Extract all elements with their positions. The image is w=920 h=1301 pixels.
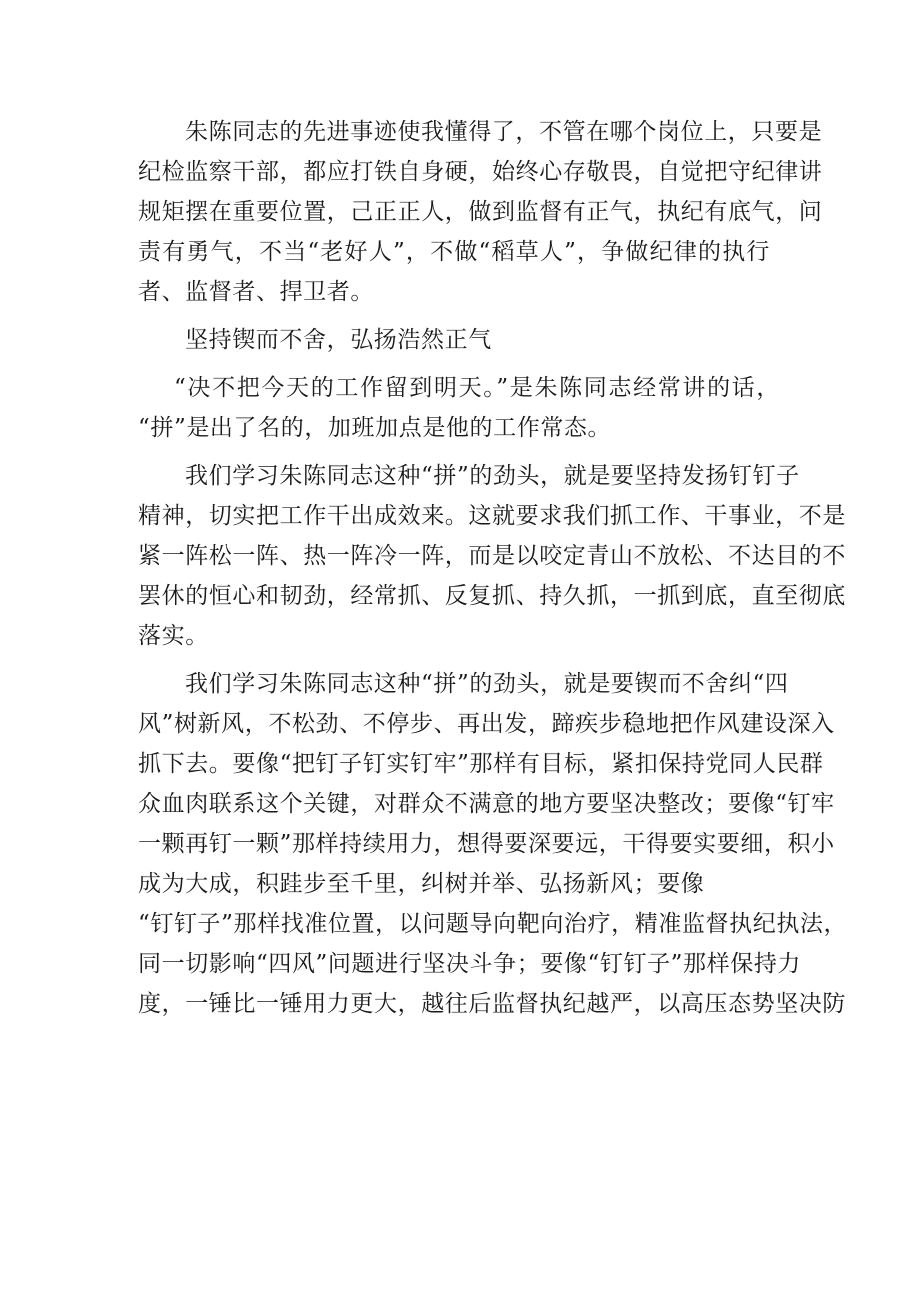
paragraph-line: 朱陈同志的先进事迹使我懂得了，不管在哪个岗位上，只要是 [185,119,823,145]
paragraph-line: 成为大成，积跬步至千里，纠树并举、弘扬新风；要像 [138,871,705,897]
paragraph-line: 者、监督者、捍卫者。 [138,279,374,305]
paragraph-3 [138,456,846,656]
paragraph-line: 罢休的恒心和韧劲，经常抓、反复抓、持久抓，一抓到底，直至彻底 [138,583,846,609]
paragraph-4 [138,664,848,1024]
paragraph-line: 度，一锤比一锤用力更大，越往后监督执纪越严，以高压态势坚决防 [138,991,846,1017]
paragraph-line: 责有勇气，不当“老好人”，不做“稻草人”，争做纪律的执行 [138,239,771,265]
paragraph-line: 紧一阵松一阵、热一阵冷一阵，而是以咬定青山不放松、不达目的不 [138,543,846,569]
paragraph-line: 我们学习朱陈同志这种“拼”的劲头，就是要坚持发扬钉钉子 [185,463,800,489]
paragraph-line: “钉钉子”那样找准位置，以问题导向靶向治疗，精准监督执纪执法， [138,911,848,937]
paragraph-line: 一颗再钉一颗”那样持续用力，想得要深要远，干得要实要细，积小 [138,831,835,857]
paragraph-1 [138,112,823,312]
section-heading [138,320,780,360]
paragraph-line: 精神，切实把工作干出成效来。这就要求我们抓工作、干事业，不是 [138,503,846,529]
paragraph-line: 同一切影响“四风”问题进行坚决斗争；要像“钉钉子”那样保持力 [138,951,802,977]
paragraph-line: 风”树新风，不松劲、不停步、再出发，蹄疾步稳地把作风建设深入 [138,711,835,737]
paragraph-line: 规矩摆在重要位置，己正正人，做到监督有正气，执纪有底气，问 [138,199,823,225]
paragraph-line: “拼”是出了名的，加班加点是他的工作常态。 [138,415,612,441]
paragraph-line: 抓下去。要像“把钉子钉实钉牢”那样有目标，紧扣保持党同人民群 [138,751,824,777]
paragraph-line: “决不把今天的工作留到明天。”是朱陈同志经常讲的话， [174,375,780,401]
document-body [138,112,848,1024]
paragraph-line: 众血肉联系这个关键，对群众不满意的地方要坚决整改；要像“钉牢 [138,791,835,817]
paragraph-line: 纪检监察干部，都应打铁自身硬，始终心存敬畏，自觉把守纪律讲 [138,159,823,185]
paragraph-2 [138,368,780,448]
paragraph-line: 落实。 [138,623,209,649]
paragraph-line: 我们学习朱陈同志这种“拼”的劲头，就是要锲而不舍纠“四 [185,671,789,697]
section-heading-text: 坚持锲而不舍，弘扬浩然正气 [185,327,492,353]
